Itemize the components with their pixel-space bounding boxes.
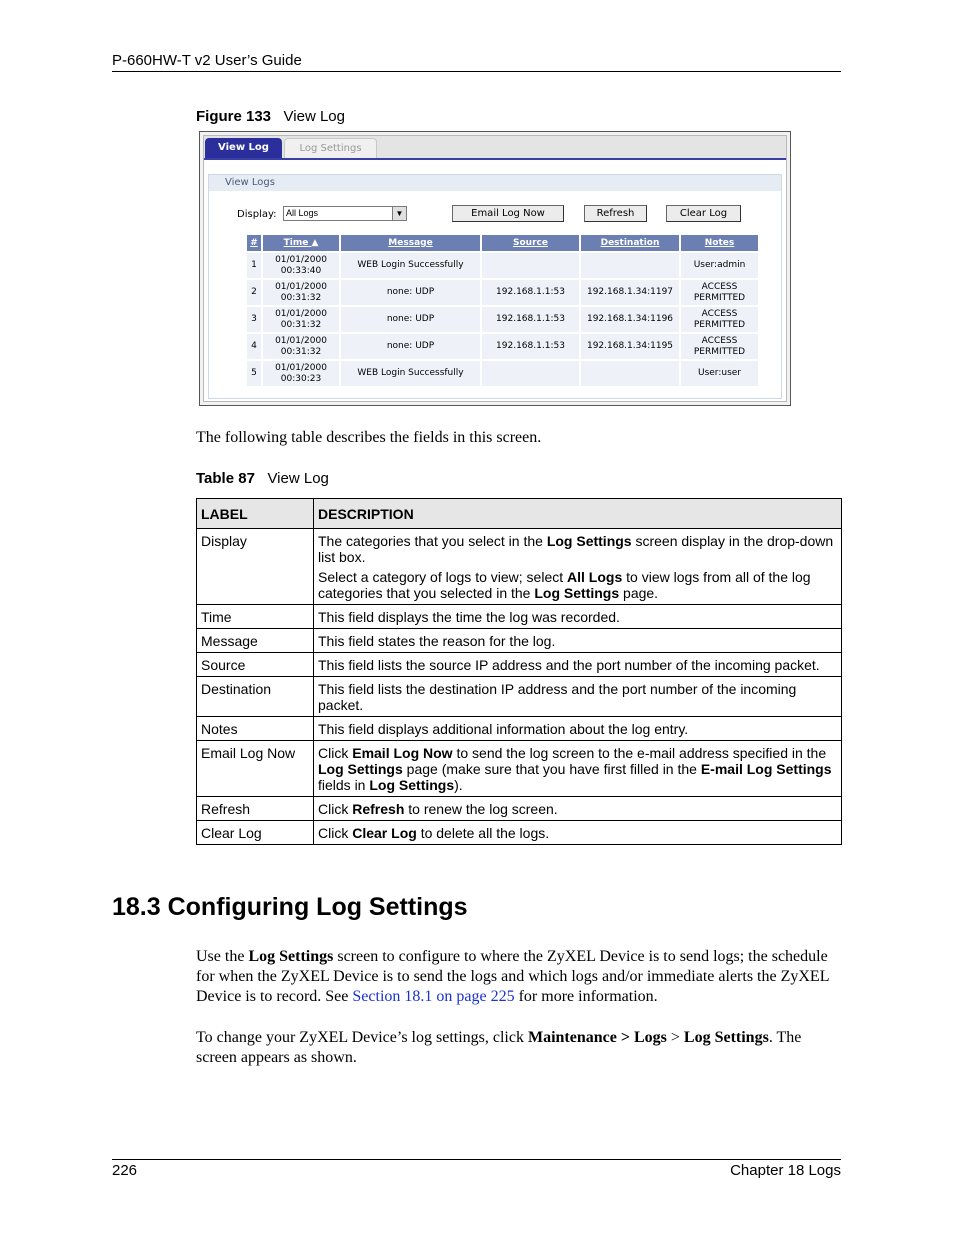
- description-paragraph: The categories that you select in the Log Settings screen display in the drop-down list box.: [318, 533, 834, 565]
- table-label: Table 87: [196, 470, 255, 487]
- display-label: Display:: [237, 209, 277, 220]
- log-number: [247, 253, 261, 278]
- col-number: #: [247, 235, 261, 251]
- log-destination-destination: 192.168.1.34:1196: [586, 314, 674, 324]
- view-log-screenshot: [199, 131, 791, 406]
- field-label: Email Log Now: [197, 741, 314, 797]
- log-number-n: 4: [251, 341, 257, 351]
- field-label: Source: [197, 653, 314, 677]
- p2-text-e: . The screen appears as shown.: [196, 1029, 802, 1066]
- log-time-time: 00:31:32: [280, 346, 322, 357]
- log-destination: [581, 253, 679, 278]
- field-label: Destination: [197, 677, 314, 717]
- tab-bar: [204, 136, 786, 160]
- log-message-message: WEB Login Successfully: [357, 260, 464, 270]
- table-row: [197, 629, 842, 653]
- table-row: [197, 797, 842, 821]
- log-time-date: 01/01/2000: [275, 335, 327, 346]
- col-destination[interactable]: Destination: [581, 235, 679, 251]
- field-label: Refresh: [197, 797, 314, 821]
- footer-rule: [112, 1159, 841, 1160]
- log-time-date: 01/01/2000: [275, 308, 327, 319]
- description-paragraph: Select a category of logs to view; select All Logs to view logs from all of the log categories that you selected in the Log Settings page.: [318, 569, 811, 601]
- description-paragraph: This field lists the destination IP address and the port number of the incoming packet.: [318, 681, 797, 713]
- refresh-button[interactable]: Refresh: [584, 205, 647, 222]
- email-log-now-button[interactable]: Email Log Now: [452, 205, 564, 222]
- log-time-date: 01/01/2000: [275, 281, 327, 292]
- description-paragraph: This field lists the source IP address and the port number of the incoming packet.: [318, 657, 820, 673]
- log-message: [341, 280, 480, 305]
- log-time-time: 00:31:32: [280, 292, 322, 303]
- log-notes-notes2: PERMITTED: [693, 292, 746, 303]
- log-number-n: 3: [251, 314, 257, 324]
- log-destination-destination: 192.168.1.34:1195: [586, 341, 674, 351]
- log-destination: [581, 361, 679, 386]
- description-paragraph: Click Email Log Now to send the log screen to the e-mail address specified in the Log Settings page (make sure that you have first filled in the E-mail Log Settings fields in Log Settings).: [318, 745, 832, 793]
- log-notes: [681, 280, 758, 305]
- log-message-message: none: UDP: [386, 341, 435, 351]
- field-description: [314, 797, 842, 821]
- table-row: [197, 741, 842, 797]
- field-description: [314, 529, 842, 605]
- log-message: [341, 334, 480, 359]
- figure-caption: [196, 108, 345, 125]
- log-time: [263, 307, 339, 332]
- log-time-time: 00:30:23: [280, 373, 322, 384]
- p2-text-c: >: [666, 1029, 684, 1046]
- header-description: DESCRIPTION: [314, 499, 842, 529]
- log-number: [247, 280, 261, 305]
- log-message-message: none: UDP: [386, 314, 435, 324]
- field-label: Display: [197, 529, 314, 605]
- tab-log-settings[interactable]: Log Settings: [284, 138, 377, 158]
- log-source: [482, 361, 579, 386]
- p1-text-d: for more information.: [514, 988, 658, 1005]
- log-time: [263, 334, 339, 359]
- col-message[interactable]: Message: [341, 235, 480, 251]
- p2-bold-menu-path: Maintenance > Logs: [527, 1029, 667, 1046]
- log-row: [247, 361, 758, 386]
- log-notes-notes1: User:user: [697, 368, 742, 378]
- log-destination: [581, 280, 679, 305]
- field-description: [314, 821, 842, 845]
- table-row: [197, 717, 842, 741]
- field-description: [314, 741, 842, 797]
- field-description-table: [196, 498, 842, 845]
- log-number-n: 2: [251, 287, 257, 297]
- log-message: [341, 253, 480, 278]
- log-notes-notes1: User:admin: [693, 260, 746, 270]
- view-logs-panel: [208, 174, 782, 399]
- paragraph-log-settings: [196, 947, 841, 1007]
- field-label: Time: [197, 605, 314, 629]
- log-number: [247, 361, 261, 386]
- header-rule: [112, 71, 841, 72]
- table-row: [197, 653, 842, 677]
- display-select-value: All Logs: [286, 208, 319, 218]
- log-row: [247, 253, 758, 278]
- log-message-message: none: UDP: [386, 287, 435, 297]
- log-number-n: 1: [251, 260, 257, 270]
- display-select[interactable]: [283, 206, 407, 221]
- screen-frame: [203, 135, 787, 402]
- intro-text: The following table describes the fields in this screen.: [196, 429, 542, 446]
- log-source: [482, 253, 579, 278]
- field-description: [314, 717, 842, 741]
- tab-view-log[interactable]: View Log: [205, 138, 282, 158]
- log-source-source: 192.168.1.1:53: [496, 314, 565, 324]
- p1-text-c: screen to configure to where the ZyXEL Device is to send logs; the schedule for when the ZyXEL Device is to send the logs and which logs and/or immediate alerts the ZyXEL Device is to record. See: [196, 948, 829, 1005]
- log-message: [341, 307, 480, 332]
- log-source: [482, 280, 579, 305]
- log-time-date: 01/01/2000: [275, 254, 327, 265]
- table-row: [197, 821, 842, 845]
- description-paragraph: This field displays additional information about the log entry.: [318, 721, 689, 737]
- chevron-down-icon: ▼: [392, 207, 406, 220]
- p1-bold-log-settings: Log Settings: [248, 948, 334, 965]
- log-notes-notes2: PERMITTED: [693, 319, 746, 330]
- p2-bold-log-settings: Log Settings: [683, 1029, 769, 1046]
- p1-text-a: Use the: [196, 948, 249, 965]
- description-paragraph: This field displays the time the log was recorded.: [318, 609, 620, 625]
- sort-ascending-icon: ▲: [311, 238, 319, 248]
- log-time-time: 00:33:40: [280, 265, 322, 276]
- field-label: Notes: [197, 717, 314, 741]
- log-source-source: 192.168.1.1:53: [496, 341, 565, 351]
- running-header: P-660HW-T v2 User’s Guide: [112, 52, 302, 69]
- log-number-n: 5: [251, 368, 257, 378]
- log-table: [245, 233, 760, 388]
- log-row: [247, 280, 758, 305]
- log-source: [482, 334, 579, 359]
- field-description: [314, 677, 842, 717]
- log-time-time: 00:31:32: [280, 319, 322, 330]
- chapter-footer: Chapter 18 Logs: [730, 1162, 841, 1179]
- log-notes-notes1: ACCESS: [701, 281, 738, 292]
- field-label: Clear Log: [197, 821, 314, 845]
- col-source[interactable]: Source: [482, 235, 579, 251]
- log-time: [263, 361, 339, 386]
- table-row: [197, 605, 842, 629]
- log-notes: [681, 307, 758, 332]
- description-paragraph: Click Clear Log to delete all the logs.: [318, 825, 550, 841]
- header-label: LABEL: [197, 499, 314, 529]
- log-number: [247, 334, 261, 359]
- paragraph-change-settings: [196, 1028, 841, 1068]
- clear-log-button[interactable]: Clear Log: [666, 205, 741, 222]
- col-notes[interactable]: Notes: [681, 235, 758, 251]
- log-time: [263, 280, 339, 305]
- table-caption: [196, 470, 329, 487]
- p2-text-a: To change your ZyXEL Device’s log settings, click: [196, 1029, 528, 1046]
- log-notes: [681, 334, 758, 359]
- description-paragraph: Click Refresh to renew the log screen.: [318, 801, 558, 817]
- log-source: [482, 307, 579, 332]
- log-row: [247, 334, 758, 359]
- log-destination-destination: 192.168.1.34:1197: [586, 287, 674, 297]
- col-time-label: Time: [283, 238, 309, 248]
- log-message: [341, 361, 480, 386]
- section-title: View Logs: [209, 175, 781, 191]
- log-message-message: WEB Login Successfully: [357, 368, 464, 378]
- section-heading: 18.3 Configuring Log Settings: [112, 893, 468, 921]
- log-time: [263, 253, 339, 278]
- log-notes: [681, 361, 758, 386]
- log-source-source: 192.168.1.1:53: [496, 287, 565, 297]
- section-link[interactable]: Section 18.1 on page 225: [352, 988, 515, 1005]
- field-description: [314, 605, 842, 629]
- page-number: 226: [112, 1162, 138, 1179]
- figure-label: Figure 133: [196, 108, 272, 125]
- figure-title: View Log: [283, 108, 345, 125]
- log-row: [247, 307, 758, 332]
- log-notes-notes1: ACCESS: [701, 308, 738, 319]
- table-title: View Log: [267, 470, 329, 487]
- field-description: [314, 629, 842, 653]
- log-notes-notes1: ACCESS: [701, 335, 738, 346]
- log-notes-notes2: PERMITTED: [693, 346, 746, 357]
- log-time-date: 01/01/2000: [275, 362, 327, 373]
- log-destination: [581, 307, 679, 332]
- log-number: [247, 307, 261, 332]
- table-row: [197, 529, 842, 605]
- description-paragraph: This field states the reason for the log.: [318, 633, 556, 649]
- log-notes: [681, 253, 758, 278]
- table-row: [197, 677, 842, 717]
- col-time[interactable]: [263, 235, 339, 251]
- field-label: Message: [197, 629, 314, 653]
- field-description: [314, 653, 842, 677]
- log-destination: [581, 334, 679, 359]
